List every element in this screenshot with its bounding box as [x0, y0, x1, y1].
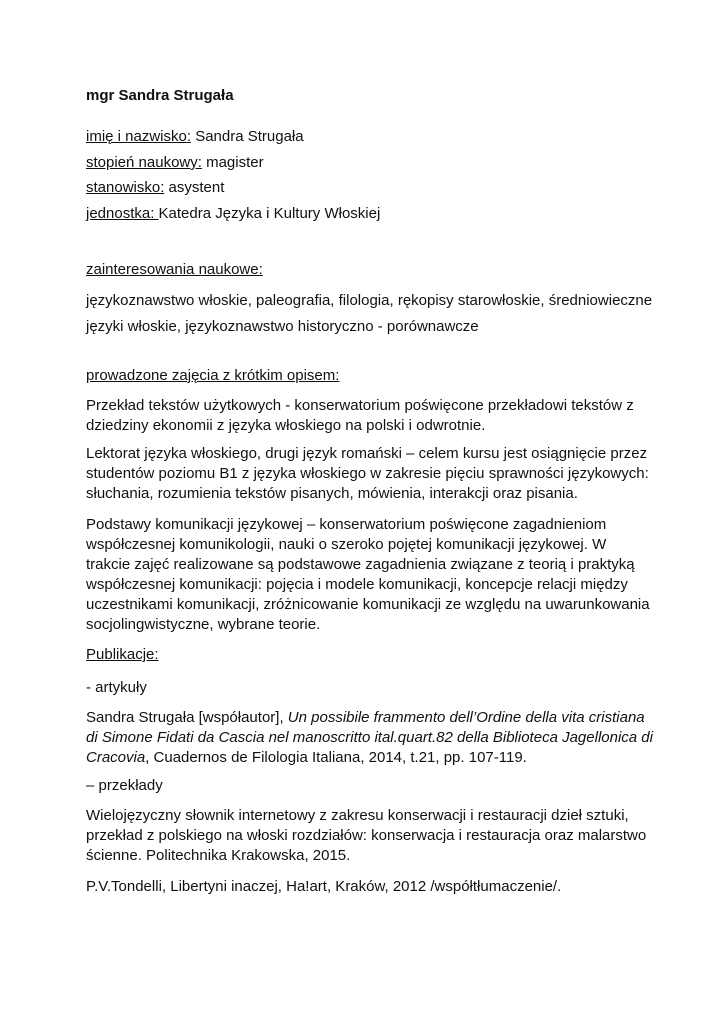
- text-line: współczesnej komunikologii, nauki o szeroko pojętej komunikacji językowej. W: [86, 536, 607, 553]
- articles-heading: - artykuły: [86, 679, 147, 696]
- course-lektorat: [86, 444, 649, 504]
- field-unit: [86, 204, 646, 224]
- field-label: stopień naukowy:: [86, 154, 202, 171]
- article-entry: [86, 708, 653, 768]
- text-line: uczestnikami komunikacji, zróżnicowanie komunikacji ze względu na uwarunkowania: [86, 596, 650, 613]
- article-title: Un possibile frammento dell’Ordine della vita cristiana: [287, 709, 645, 726]
- text-line: [86, 748, 646, 768]
- page-title: mgr Sandra Strugała: [86, 87, 234, 104]
- translation-entry: P.V.Tondelli, Libertyni inaczej, Ha!art, Kraków, 2012 /współtłumaczenie/.: [86, 878, 562, 895]
- text-line: studentów poziomu B1 z języka włoskiego w zakresie pięciu sprawności językowych:: [86, 465, 649, 482]
- interests-heading: zainteresowania naukowe:: [86, 261, 263, 278]
- text-line: słuchania, rozumienia tekstów pisanych, mówienia, interakcji oraz pisania.: [86, 485, 578, 502]
- article-title: di Simone Fidati da Cascia nel manoscritto ital.quart.82 della Biblioteca Jagellonica di: [86, 729, 653, 746]
- interests-text: [86, 288, 653, 340]
- article-source: , Cuadernos de Filologia Italiana, 2014, t.21, pp. 107-119.: [145, 749, 527, 766]
- field-label: stanowisko:: [86, 179, 165, 196]
- field-name: [86, 127, 646, 147]
- field-value: Sandra Strugała: [191, 128, 304, 145]
- text-line: [86, 708, 646, 728]
- text-line: współczesnej komunikacji: pojęcia i modele komunikacji, koncepcje relacji między: [86, 576, 628, 593]
- field-degree: [86, 153, 646, 173]
- field-value: asystent: [164, 179, 225, 196]
- field-value: Katedra Języka i Kultury Włoskiej: [158, 205, 381, 222]
- text-line: trakcie zajęć realizowane są podstawowe zagadnienia związane z teorią i praktyką: [86, 556, 635, 573]
- text-line: Lektorat języka włoskiego, drugi język romański – celem kursu jest osiągnięcie przez: [86, 445, 648, 462]
- article-authors: Sandra Strugała [współautor],: [86, 709, 288, 726]
- text-line: języki włoskie, językoznawstwo historyczno - porównawcze: [86, 318, 479, 335]
- publications-heading: Publikacje:: [86, 646, 159, 663]
- text-line: Przekład tekstów użytkowych - konserwatorium poświęcone przekładowi tekstów z: [86, 397, 634, 414]
- translations-heading: – przekłady: [86, 777, 163, 794]
- field-position: [86, 178, 646, 198]
- text-line: Wielojęzyczny słownik internetowy z zakresu konserwacji i restauracji dzieł sztuki,: [86, 807, 629, 824]
- text-line: Podstawy komunikacji językowej – konserwatorium poświęcone zagadnieniom: [86, 516, 607, 533]
- text-line: dziedziny ekonomii z języka włoskiego na polski i odwrotnie.: [86, 417, 486, 434]
- field-value: magister: [201, 154, 264, 171]
- text-line: [86, 728, 653, 748]
- field-label: jednostka:: [86, 205, 159, 222]
- text-line: językoznawstwo włoskie, paleografia, filologia, rękopisy starowłoskie, średniowieczne: [86, 292, 653, 309]
- course-communication: [86, 515, 650, 635]
- text-line: przekład z polskiego na włoski rozdziałów: konserwacja i restauracja oraz malarstwo: [86, 827, 647, 844]
- course-translation: [86, 396, 646, 436]
- text-line: ścienne. Politechnika Krakowska, 2015.: [86, 847, 351, 864]
- article-title: Cracovia: [86, 749, 146, 766]
- translation-entry: [86, 806, 646, 866]
- text-line: socjolingwistyczne, wybrane teorie.: [86, 616, 321, 633]
- courses-heading: prowadzone zajęcia z krótkim opisem:: [86, 367, 340, 384]
- field-label: imię i nazwisko:: [86, 128, 192, 145]
